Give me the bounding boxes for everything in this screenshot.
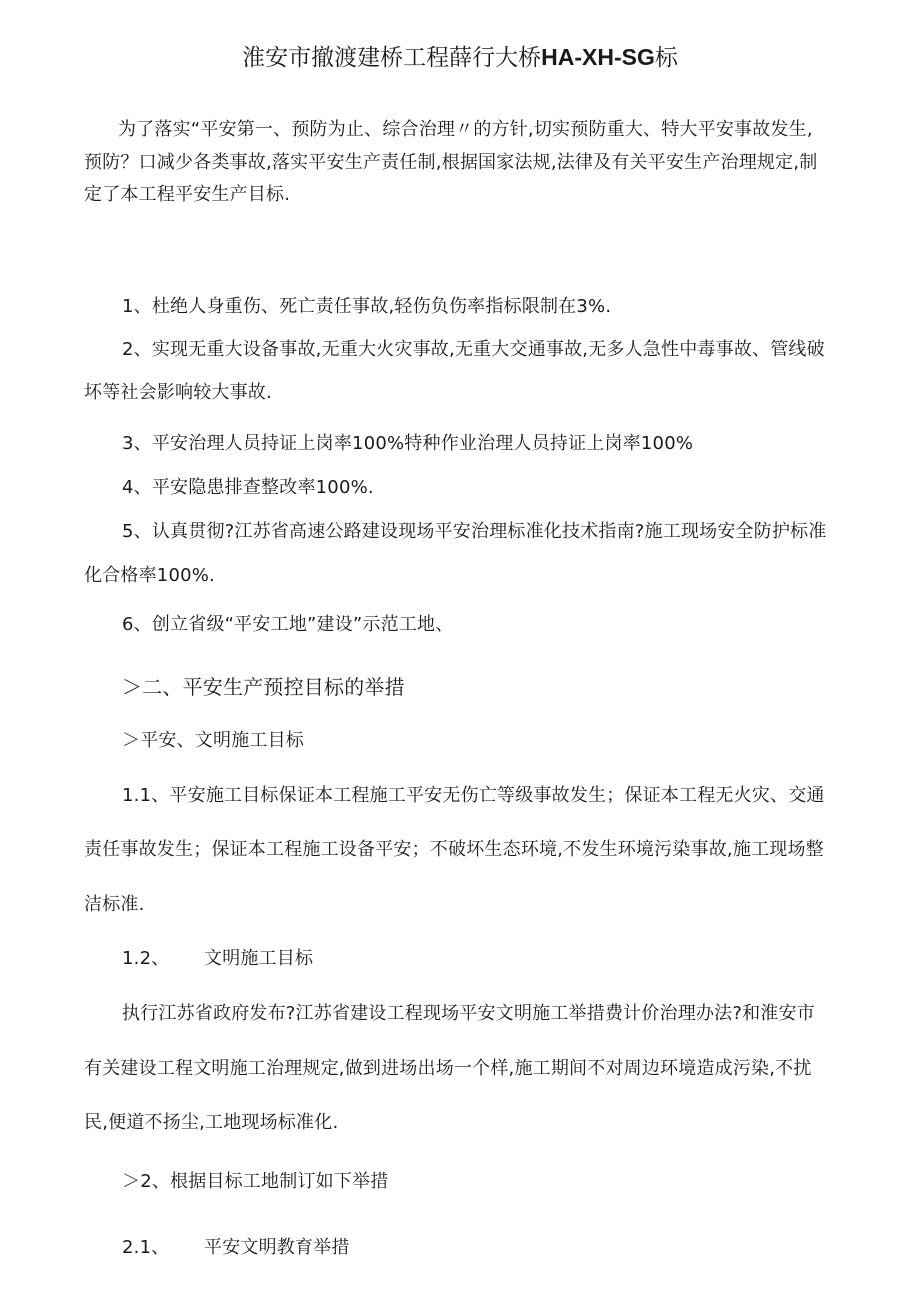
goal-1: 1、杜绝人身重伤、死亡责任事故,轻伤负伤率指标限制在3%.	[122, 296, 612, 317]
subsection-safety-civil-goal: ＞平安、文明施工目标	[122, 730, 304, 751]
section-2-heading: ＞二、平安生产预控目标的举措	[122, 675, 405, 699]
item-1-2-number: 1.2、	[122, 948, 170, 969]
para-1-1-line-3: 洁标准.	[84, 894, 145, 915]
title-code: HA-XH-SG	[541, 44, 655, 70]
goal-2-line-2: 坏等社会影响较大事故.	[84, 382, 272, 403]
title-suffix: 标	[654, 45, 678, 71]
para-1-2-line-1: 执行江苏省政府发布?江苏省建设工程现场平安文明施工举措费计价治理办法?和淮安市	[122, 1003, 815, 1024]
goal-5-line-2: 化合格率100%.	[84, 565, 215, 586]
goal-2-line-1: 2、实现无重大设备事故,无重大火灾事故,无重大交通事故,无多人急性中毒事故、管线破	[122, 339, 825, 360]
goal-6: 6、创立省级“平安工地”建设”示范工地、	[122, 614, 454, 635]
goal-3: 3、平安治理人员持证上岗率100%特种作业治理人员持证上岗率100%	[122, 433, 694, 454]
intro-line-1: 为了落实“平安第一、预防为止、综合治理〃的方针,切实预防重大、特大平安事故发生,	[118, 119, 813, 140]
item-2-1-title: 平安文明教育举措	[204, 1237, 350, 1258]
item-2-1-number: 2.1、	[122, 1237, 170, 1258]
goal-5-line-1: 5、认真贯彻?江苏省高速公路建设现场平安治理标准化技术指南?施工现场安全防护标准	[122, 521, 827, 542]
item-1-2-title: 文明施工目标	[204, 948, 314, 969]
para-1-2-line-3: 民,便道不扬尘,工地现场标准化.	[84, 1112, 339, 1133]
subsection-2-measures: ＞2、根据目标工地制订如下举措	[122, 1171, 389, 1192]
document-title	[0, 42, 920, 73]
intro-line-3: 定了本工程平安生产目标.	[84, 184, 291, 205]
intro-line-2: 预防？口减少各类事故,落实平安生产责任制,根据国家法规,法律及有关平安生产治理规定,制	[84, 152, 818, 173]
para-1-1-line-2: 责任事故发生；保证本工程施工设备平安；不破坏生态环境,不发生环境污染事故,施工现场整	[84, 839, 824, 860]
title-prefix: 淮安市撤渡建桥工程薛行大桥	[242, 45, 542, 71]
goal-4: 4、平安隐患排查整改率100%.	[122, 477, 374, 498]
para-1-1-line-1: 1.1、平安施工目标保证本工程施工平安无伤亡等级事故发生；保证本工程无火灾、交通	[122, 785, 825, 806]
para-1-2-line-2: 有关建设工程文明施工治理规定,做到进场出场一个样,施工期间不对周边环境造成污染,不扰	[84, 1058, 812, 1079]
